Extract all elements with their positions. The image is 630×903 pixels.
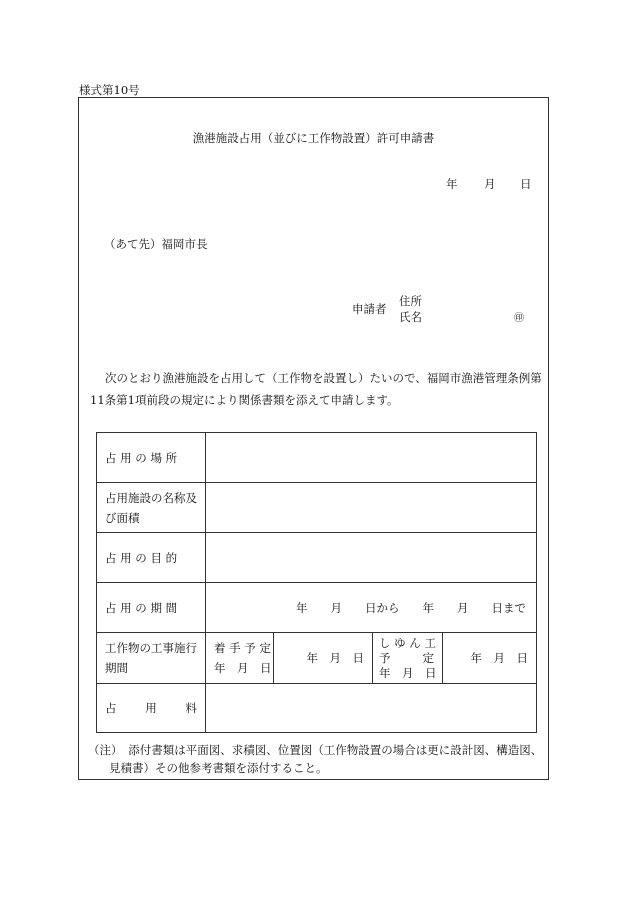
table-row (97, 433, 537, 483)
document-title: 漁港施設占用（並びに工作物設置）許可申請書 (192, 131, 435, 145)
purpose-label: 占 用 の 目 的 (97, 533, 206, 583)
end-value[interactable]: 年 月 日 (443, 633, 537, 684)
works-label: 工作物の工事施行 期間 (97, 633, 206, 684)
end-label: し ゆ ん 工 予 定 年 月 日 (373, 633, 443, 684)
table-row (97, 533, 537, 583)
start-label: 着 手 予 定 年 月 日 (206, 633, 274, 684)
table-row (97, 633, 537, 684)
purpose-value[interactable] (206, 533, 537, 583)
form-number: 様式第10号 (79, 83, 140, 97)
table-row (97, 583, 537, 633)
start-value[interactable]: 年 月 日 (274, 633, 373, 684)
period-label: 占 用 の 期 間 (97, 583, 206, 633)
seal-mark: ㊞ (514, 313, 524, 324)
table-row (97, 483, 537, 533)
name-label: 氏名 (399, 310, 422, 324)
fee-value[interactable] (206, 684, 537, 733)
facility-label: 占用施設の名称及 び面積 (97, 483, 206, 533)
date-month: 月 (484, 177, 496, 191)
fee-label: 占 用 料 (97, 684, 206, 733)
period-value[interactable]: 年 月 日から 年 月 日まで (206, 583, 537, 633)
date-line (446, 176, 532, 192)
date-day: 日 (520, 177, 532, 191)
address-label: 住所 (399, 294, 422, 308)
facility-value[interactable] (206, 483, 537, 533)
place-value[interactable] (206, 433, 537, 483)
applicant-label: 申請者 (352, 302, 387, 316)
table-row (97, 684, 537, 733)
body-text-line-1: 次のとおり漁港施設を占用して（工作物を設置し）たいので、福岡市漁港管理条例第 (105, 371, 542, 385)
application-table (96, 432, 537, 733)
place-label: 占 用 の 場 所 (97, 433, 206, 483)
date-year: 年 (446, 177, 458, 191)
note-line-1: （注） 添付書類は平面図、求積図、位置図（工作物設置の場合は更に設計図、構造図、 (88, 743, 543, 757)
note-line-2: 見積書）その他参考書類を添付すること。 (109, 761, 328, 775)
addressee: （あて先）福岡市長 (104, 237, 208, 251)
body-text-line-2: 11条第1項前段の規定により関係書類を添えて申請します。 (90, 393, 399, 407)
